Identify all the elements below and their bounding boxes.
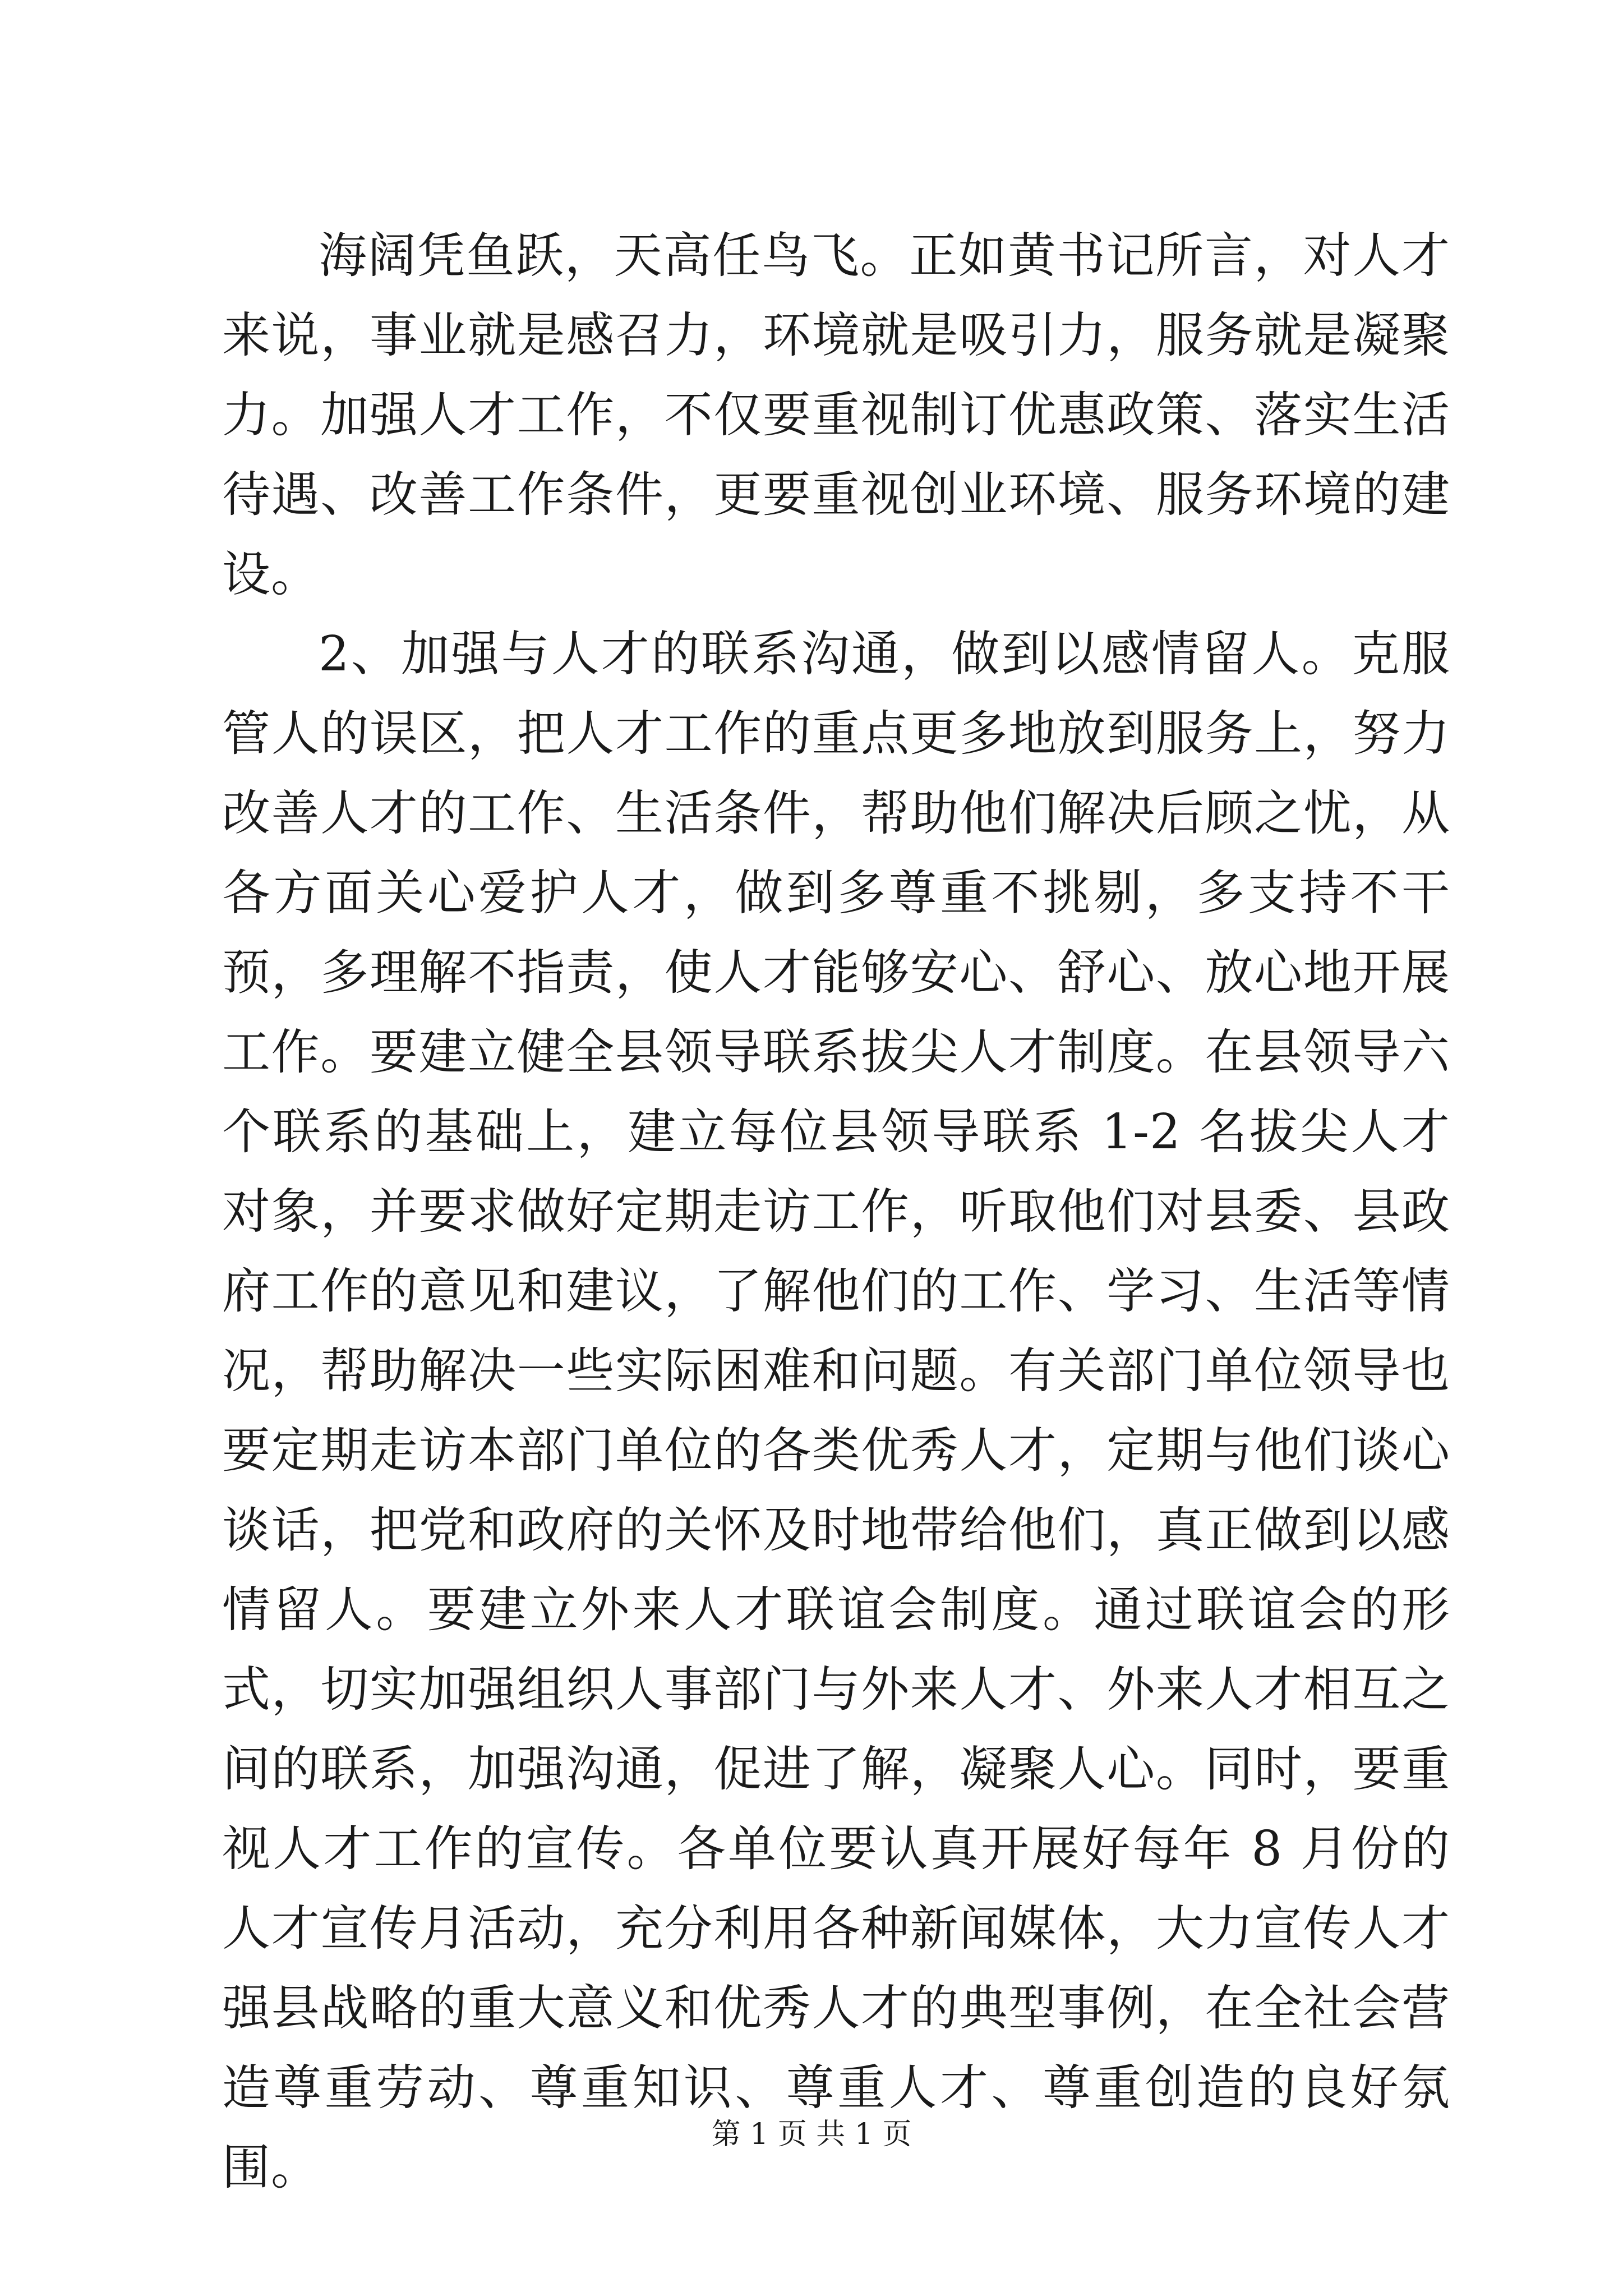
- paragraph-2: 2、加强与人才的联系沟通，做到以感情留人。克服管人的误区，把人才工作的重点更多地放到服务上，努力改善人才的工作、生活条件，帮助他们解决后顾之忧，从各方面关心爱护人才，做到多尊重不挑剔，多支持不干预，多理解不指责，使人才能够安心、舒心、放心地开展工作。要建立健全县领导联系拔尖人才制度。在县领导六个联系的基础上，建立每位县领导联系 1-2 名拔尖人才对象，并要求做好定期走访工作，听取他们对县委、县政府工作的意见和建议，了解他们的工作、学习、生活等情况，帮助解决一些实际困难和问题。有关部门单位领导也要定期走访本部门单位的各类优秀人才，定期与他们谈心谈话，把党和政府的关怀及时地带给他们，真正做到以感情留人。要建立外来人才联谊会制度。通过联谊会的形式，切实加强组织人事部门与外来人才、外来人才相互之间的联系，加强沟通，促进了解，凝聚人心。同时，要重视人才工作的宣传。各单位要认真开展好每年 8 月份的人才宣传月活动，充分利用各种新闻媒体，大力宣传人才强县战略的重大意义和优秀人才的典型事例，在全社会营造尊重劳动、尊重知识、尊重人才、尊重创造的良好氛围。: [222, 626, 1450, 2196]
- document-body: [222, 216, 1450, 2207]
- page-footer: 第 1 页 共 1 页: [711, 2118, 912, 2151]
- paragraph-1: 海阔凭鱼跃，天高任鸟飞。正如黄书记所言，对人才来说，事业就是感召力，环境就是吸引力，服务就是凝聚力。加强人才工作，不仅要重视制订优惠政策、落实生活待遇、改善工作条件，更要重视创业环境、服务环境的建设。: [222, 228, 1450, 602]
